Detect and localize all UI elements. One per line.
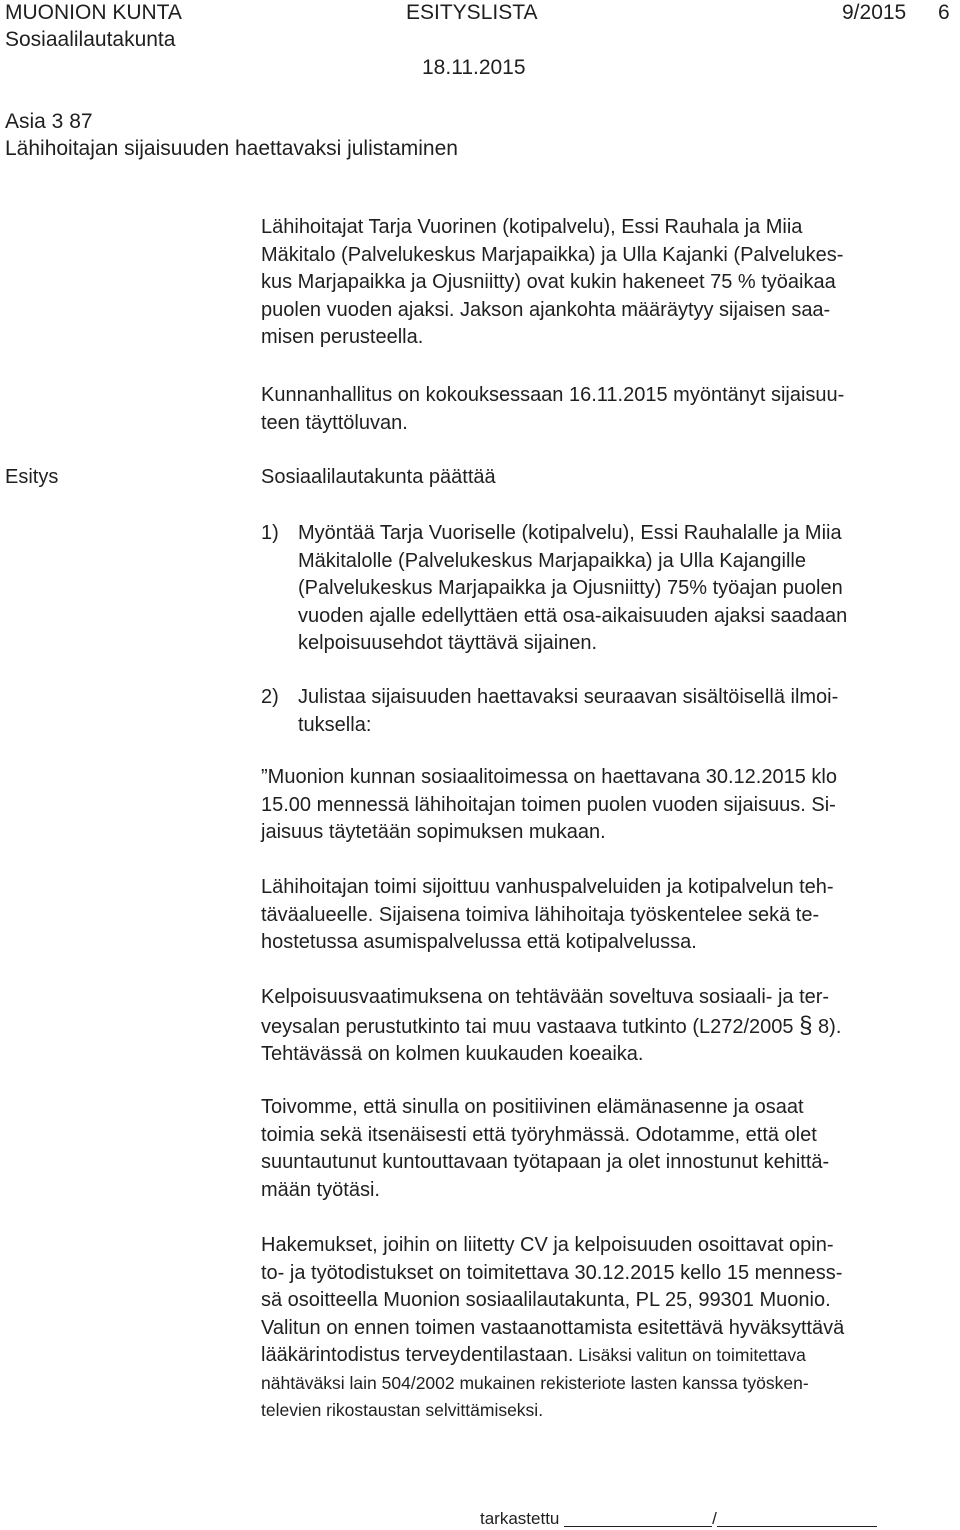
text-line: sä osoitteella Muonion sosiaalilautakunta, PL 25, 99301 Muonio.: [261, 1289, 831, 1311]
text-segment: Lisäksi valitun on toimitettava: [573, 1345, 806, 1365]
text-line: Lähihoitajat Tarja Vuorinen (kotipalvelu), Essi Rauhala ja Miia: [261, 216, 803, 238]
text-line: mään työtäsi.: [261, 1178, 380, 1201]
text-segment: lääkärintodistus terveydentilastaan.: [261, 1344, 574, 1366]
text-line: tuksella:: [298, 713, 372, 736]
text-line: Julistaa sijaisuuden haettavaksi seuraavan sisältöisellä ilmoi-: [298, 686, 839, 708]
text-segment: veysalan perustutkinto tai muu vastaava tutkinto (L272/2005: [261, 1015, 800, 1038]
text-line: toimia sekä itsenäisesti että työryhmässä. Odotamme, että olet: [261, 1123, 817, 1146]
signature-blank-1: [564, 1506, 712, 1527]
text-line: to- ja työtodistukset on toimitettava 30.12.2015 kello 15 menness-: [261, 1261, 843, 1284]
text-line: Kunnanhallitus on kokouksessaan 16.11.2015 myöntänyt sijaisuu-: [261, 384, 845, 406]
committee-name: Sosiaalilautakunta: [5, 28, 176, 51]
item-title: Lähihoitajan sijaisuuden haettavaksi julistaminen: [5, 137, 458, 160]
text-line: kus Marjapaikka ja Ojusniitty) ovat kukin hakeneet 75 % työaikaa: [261, 271, 836, 293]
document-type: ESITYSLISTA: [406, 1, 538, 24]
review-footer: [480, 1506, 877, 1530]
text-line: hostetussa asumispalvelussa että kotipalvelussa.: [261, 931, 697, 953]
proposal-item-1: [298, 520, 958, 658]
item2-number: 2): [261, 686, 279, 708]
text-line: ”Muonion kunnan sosiaalitoimessa on haettavana 30.12.2015 klo: [261, 766, 837, 788]
text-line: [261, 1342, 951, 1370]
announcement-paragraph-2: [261, 874, 951, 957]
section-sign: §: [799, 1011, 813, 1039]
page-number: 6: [938, 1, 950, 24]
text-line: puolen vuoden ajaksi. Jakson ajankohta määräytyy sijaisen saa-: [261, 298, 831, 321]
text-line: vuoden ajalle edellyttäen että osa-aikaisuuden ajaksi saadaan: [298, 604, 848, 627]
text-line: misen perusteella.: [261, 326, 424, 348]
announcement-paragraph-4: [261, 1094, 951, 1204]
text-line: Toivomme, että sinulla on positiivinen elämänasenne ja osaat: [261, 1096, 804, 1118]
background-paragraph: [261, 214, 951, 352]
proposal-label: Esitys: [5, 466, 59, 488]
text-line: [261, 1012, 951, 1042]
municipality-name: MUONION KUNTA: [5, 1, 182, 24]
text-line: Kelpoisuusvaatimuksena on tehtävään soveltuva sosiaali- ja ter-: [261, 986, 830, 1008]
issue-number: 9/2015: [842, 1, 907, 24]
text-line: (Palvelukeskus Marjapaikka ja Ojusniitty) 75% työajan puolen: [298, 577, 843, 599]
announcement-paragraph-5: [261, 1232, 951, 1425]
separator: /: [712, 1509, 717, 1528]
text-line: täväalueelle. Sijaisena toimiva lähihoitaja työskentelee sekä te-: [261, 903, 820, 926]
proposal-intro: Sosiaalilautakunta päättää: [261, 466, 496, 488]
proposal-item-2: [298, 684, 958, 739]
council-decision-paragraph: [261, 382, 951, 437]
text-line: Mäkitalo (Palvelukeskus Marjapaikka) ja Ulla Kajanki (Palvelukes-: [261, 243, 844, 266]
text-line: teen täyttöluvan.: [261, 411, 408, 434]
text-line: Hakemukset, joihin on liitetty CV ja kelpoisuuden osoittavat opin-: [261, 1234, 834, 1256]
text-line: Lähihoitajan toimi sijoittuu vanhuspalveluiden ja kotipalvelun teh-: [261, 876, 834, 898]
text-line: televien rikostaustan selvittämiseksi.: [261, 1400, 544, 1420]
text-line: Mäkitalolle (Palvelukeskus Marjapaikka) ja Ulla Kajangille: [298, 549, 806, 572]
text-line: suuntautunut kuntouttavaan työtapaan ja olet innostunut kehittä-: [261, 1151, 830, 1173]
text-line: Myöntää Tarja Vuoriselle (kotipalvelu), Essi Rauhalalle ja Miia: [298, 522, 842, 544]
announcement-paragraph-1: [261, 764, 951, 847]
text-line: jaisuus täytetään sopimuksen mukaan.: [261, 821, 606, 843]
item-number: Asia 3 87: [5, 110, 93, 133]
text-line: Tehtävässä on kolmen kuukauden koeaika.: [261, 1043, 644, 1065]
text-line: nähtäväksi lain 504/2002 mukainen rekisteriote lasten kanssa työsken-: [261, 1372, 809, 1393]
text-line: kelpoisuusehdot täyttävä sijainen.: [298, 632, 598, 654]
signature-blank-2: [717, 1506, 877, 1527]
checked-label: tarkastettu: [480, 1509, 560, 1528]
text-line: 15.00 mennessä lähihoitajan toimen puolen vuoden sijaisuus. Si-: [261, 793, 836, 816]
text-segment: 8).: [818, 1015, 842, 1038]
item1-number: 1): [261, 522, 279, 544]
announcement-paragraph-3: [261, 984, 951, 1069]
text-line: Valitun on ennen toimen vastaanottamista esitettävä hyväksyttävä: [261, 1316, 845, 1339]
meeting-date: 18.11.2015: [422, 56, 526, 79]
